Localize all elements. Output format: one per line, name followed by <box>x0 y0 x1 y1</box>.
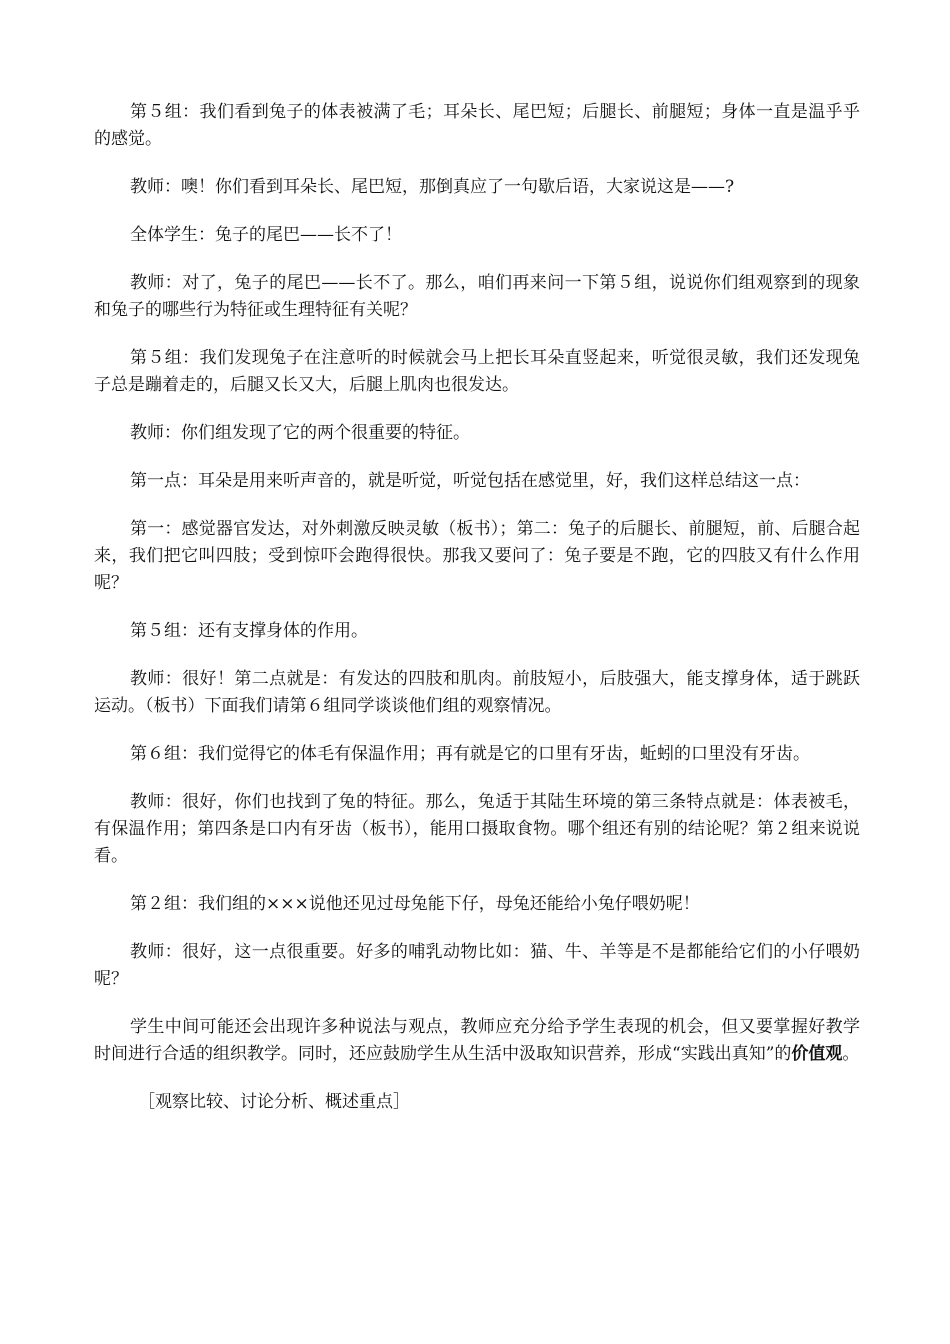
paragraph-point-one: 第一点：耳朵是用来听声音的，就是听觉，听觉包括在感觉里，好，我们这样总结这一点： <box>130 471 810 491</box>
paragraph-teacher-limbs: 教师：很好！第二点就是：有发达的四肢和肌肉。前肢短小，后肢强大，能支撑身体，适于跳跃运动。（板书）下面我们请第６组同学谈谈他们组的观察情况。 <box>94 669 860 716</box>
document-page <box>94 99 860 1116</box>
paragraph-teacher-third-fourth: 教师：很好，你们也找到了兔的特征。那么，兔适于其陆生环境的第三条特点就是：体表被毛，有保温作用；第四条是口内有牙齿（板书），能用口摄取食物。哪个组还有别的结论呢？第２组来说说看。 <box>94 792 860 866</box>
paragraph-group6: 第６组：我们觉得它的体毛有保温作用；再有就是它的口里有牙齿，蚯蚓的口里没有牙齿。 <box>130 744 810 764</box>
paragraph-teacher-features: 教师：你们组发现了它的两个很重要的特征。 <box>130 423 470 443</box>
paragraph-first-second: 第一：感觉器官发达，对外刺激反映灵敏（板书）；第二：兔子的后腿长、前腿短，前、后腿合起来，我们把它叫四肢；受到惊吓会跑得很快。那我又要问了：兔子要是不跑，它的四肢又有什么作用呢？ <box>94 519 860 593</box>
paragraph-group5-support: 第５组：还有支撑身体的作用。 <box>130 621 368 641</box>
paragraph-all-students: 全体学生：兔子的尾巴——长不了！ <box>130 225 402 245</box>
closing-end: 。 <box>842 1044 860 1064</box>
paragraph-teacher-mammals: 教师：很好，这一点很重要。好多的哺乳动物比如：猫、牛、羊等是不是都能给它们的小仔喂奶呢？ <box>94 942 860 989</box>
closing-bold-term: 价值观 <box>791 1044 843 1064</box>
paragraph-teacher-idiom: 教师：噢！你们看到耳朵长、尾巴短，那倒真应了一句歇后语，大家说这是——? <box>130 177 735 197</box>
paragraph-group5-discovery: 第５组：我们发现兔子在注意听的时候就会马上把长耳朵直竖起来，听觉很灵敏，我们还发现兔子总是蹦着走的，后腿又长又大，后腿上肌肉也很发达。 <box>94 348 860 395</box>
paragraph-closing <box>94 1014 860 1068</box>
closing-text: 学生中间可能还会出现许多种说法与观点，教师应充分给予学生表现的机会，但又要掌握好教学时间进行合适的组织教学。同时，还应鼓励学生从生活中汲取知识营养，形成“实践出真知”的 <box>94 1017 860 1064</box>
paragraph-teacher-question: 教师：对了，兔子的尾巴——长不了。那么，咱们再来问一下第５组，说说你们组观察到的现象和兔子的哪些行为特征或生理特征有关呢？ <box>94 273 860 320</box>
paragraph-group5-observation: 第５组：我们看到兔子的体表被满了毛；耳朵长、尾巴短；后腿长、前腿短；身体一直是温乎乎的感觉。 <box>94 102 860 149</box>
bracket-note: ［观察比较、讨论分析、概述重点］ <box>138 1092 410 1112</box>
paragraph-group2: 第２组：我们组的×××说他还见过母兔能下仔，母兔还能给小兔仔喂奶呢！ <box>130 894 700 914</box>
